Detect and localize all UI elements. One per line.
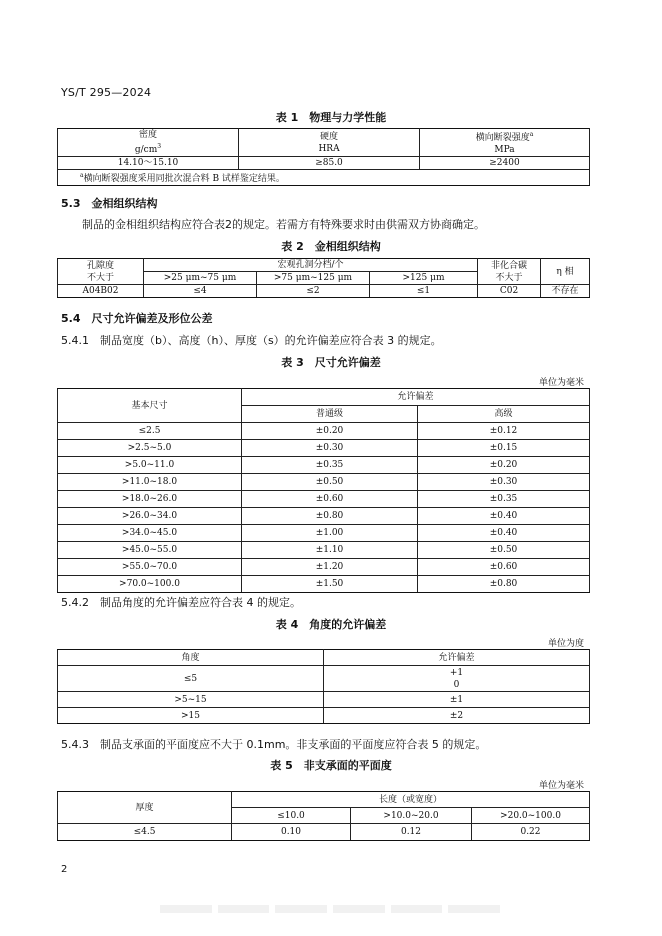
table3-cell: ±0.20 [418,457,590,474]
table1-cell: ≥85.0 [239,157,420,170]
watermark-bar [160,905,500,917]
table3-cell: ≤2.5 [58,423,242,440]
table4-col-tolerance: 允许偏差 [324,650,590,666]
table-row [58,576,590,593]
table2-cell: ≤1 [370,285,478,298]
table-row [58,157,590,170]
table3-cell: ±0.40 [418,508,590,525]
table3-cell: >18.0~26.0 [58,491,242,508]
table3-cell: >26.0~34.0 [58,508,242,525]
table4-cell: ≤5 [58,666,324,692]
table-row [58,666,590,692]
table5-col-c3: >20.0~100.0 [472,808,590,824]
table3-cell: ±0.80 [242,508,418,525]
table3-col-size: 基本尺寸 [58,389,242,423]
section-5-4-1-text: 5.4.1 制品宽度（b）、高度（h）、厚度（s）的允许偏差应符合表 3 的规定。 [61,334,442,347]
table-row [58,525,590,542]
table-row [58,692,590,708]
table3-cell: ±0.30 [242,440,418,457]
section-5-4-3-text: 5.4.3 制品支承面的平面度应不大于 0.1mm。非支承面的平面度应符合表 5 的规定。 [61,738,487,751]
table2-col-m3: >125 μm [370,272,478,285]
table1-note: $^a$横向断裂强度采用同批次混合料 B 试样鉴定结果。 [58,170,590,186]
table3-cell: ±0.35 [418,491,590,508]
table5-header-row [58,792,590,808]
table-row [58,542,590,559]
table3-cell: ±0.40 [418,525,590,542]
section-5-4-heading: 5.4 尺寸允许偏差及形位公差 [61,312,213,325]
section-5-3-heading: 5.3 金相组织结构 [61,197,158,210]
table3-cell: >2.5~5.0 [58,440,242,457]
table2-col-porosity: 孔隙度 不大于 [58,259,144,285]
table-row [58,440,590,457]
table-row [58,708,590,724]
table-row [58,824,590,841]
table3-col-high: 高级 [418,406,590,423]
table1-note-row [58,170,590,186]
table3-cell: >45.0~55.0 [58,542,242,559]
table2-cell: 不存在 [541,285,590,298]
table5-cell: 0.12 [351,824,472,841]
table1-col-density: 密度 $g/cm^3$ [58,129,239,157]
table5-col-c1: ≤10.0 [232,808,351,824]
table5-cell: 0.10 [232,824,351,841]
table-row [58,508,590,525]
table3-cell: >5.0~11.0 [58,457,242,474]
table5-col-thickness: 厚度 [58,792,232,824]
section-5-3-text: 制品的金相组织结构应符合表2的规定。若需方有特殊要求时由供需双方协商确定。 [82,218,485,231]
table5 [57,791,590,841]
table3-cell: ±1.10 [242,542,418,559]
table3-cell: ±1.50 [242,576,418,593]
table-row [58,559,590,576]
table4-cell: >15 [58,708,324,724]
table2-col-m1: >25 μm~75 μm [144,272,257,285]
table3-cell: >70.0~100.0 [58,576,242,593]
table2-cell: C02 [478,285,541,298]
table5-col-c2: >10.0~20.0 [351,808,472,824]
table3-cell: >55.0~70.0 [58,559,242,576]
table1-col-strength: 横向断裂强度$^a$ MPa [420,129,590,157]
table3-cell: ±1.00 [242,525,418,542]
standard-code: YS/T 295—2024 [61,86,152,99]
table4-unit: 单位为度 [547,639,584,649]
table3-cell: ±0.15 [418,440,590,457]
table3-cell: ±0.12 [418,423,590,440]
table3-cell: ±0.35 [242,457,418,474]
table4-col-angle: 角度 [58,650,324,666]
table3-caption: 表 3 尺寸允许偏差 [281,356,381,369]
table1-caption: 表 1 物理与力学性能 [275,111,387,124]
table2 [57,258,590,298]
table2-col-carbon: 非化合碳 不大于 [478,259,541,285]
table1-cell: 14.10～15.10 [58,157,239,170]
table3-cell: >34.0~45.0 [58,525,242,542]
table3-cell: ±0.30 [418,474,590,491]
table3-cell: ±0.80 [418,576,590,593]
table3-cell: ±0.50 [242,474,418,491]
table2-col-macro: 宏观孔洞分档/个 [144,259,478,272]
table-row [58,457,590,474]
table2-cell: A04B02 [58,285,144,298]
table3-cell: ±0.60 [418,559,590,576]
table4-cell: ±1 [324,692,590,708]
table3-col-tolerance: 允许偏差 [242,389,590,406]
table3-unit: 单位为毫米 [538,378,584,388]
table-row [58,474,590,491]
table3-header-row [58,389,590,406]
table1-cell: ≥2400 [420,157,590,170]
table3 [57,388,590,593]
table3-cell: >11.0~18.0 [58,474,242,491]
section-5-4-2-text: 5.4.2 制品角度的允许偏差应符合表 4 的规定。 [61,596,301,609]
table1-header-row [58,129,590,157]
table4-caption: 表 4 角度的允许偏差 [275,618,387,631]
table3-cell: ±1.20 [242,559,418,576]
table1 [57,128,590,186]
table4 [57,649,590,724]
table3-cell: ±0.50 [418,542,590,559]
table3-col-normal: 普通级 [242,406,418,423]
table-row [58,423,590,440]
table-row [58,491,590,508]
table5-col-length: 长度（或宽度） [232,792,590,808]
table2-col-m2: >75 μm~125 μm [257,272,370,285]
table2-header-row [58,259,590,272]
table2-col-eta: η 相 [541,259,590,285]
table4-header-row [58,650,590,666]
table5-unit: 单位为毫米 [538,781,584,791]
table4-cell: >5~15 [58,692,324,708]
table-row [58,285,590,298]
table2-cell: ≤4 [144,285,257,298]
table5-cell: ≤4.5 [58,824,232,841]
table2-caption: 表 2 金相组织结构 [281,240,381,253]
table3-cell: ±0.20 [242,423,418,440]
page-number: 2 [61,864,68,875]
table5-cell: 0.22 [472,824,590,841]
table3-cell: ±0.60 [242,491,418,508]
table4-cell: +1 0 [324,666,590,692]
table1-col-hardness: 硬度 HRA [239,129,420,157]
table2-cell: ≤2 [257,285,370,298]
table4-cell: ±2 [324,708,590,724]
table3-body [58,423,590,593]
table5-caption: 表 5 非支承面的平面度 [270,759,392,772]
